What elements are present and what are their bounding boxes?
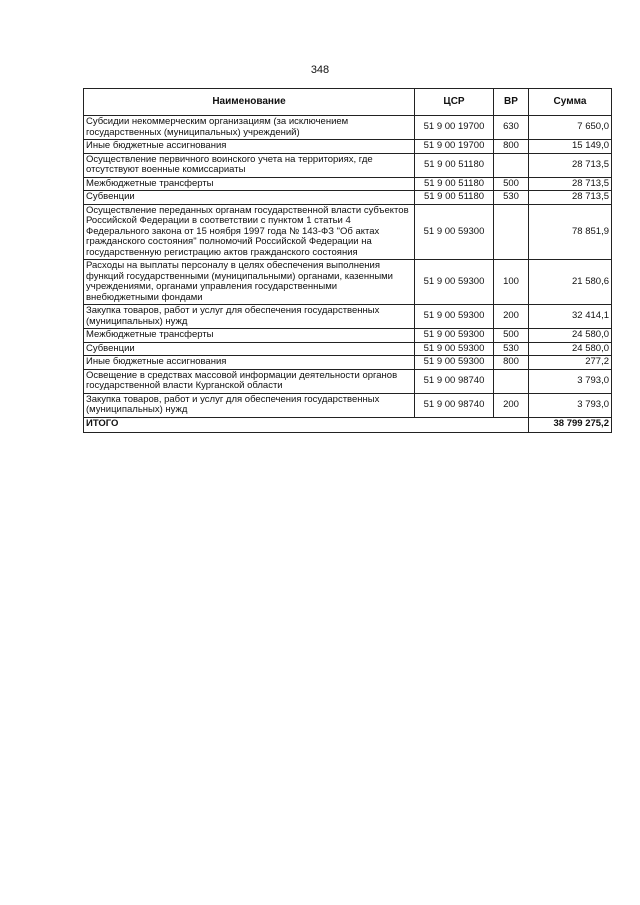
cell-csr: 51 9 00 51180 xyxy=(415,177,494,191)
cell-vr: 800 xyxy=(494,140,529,154)
cell-name: Закупка товаров, работ и услуг для обеспечения государственных (муниципальных) нужд xyxy=(84,305,415,329)
header-vr: ВР xyxy=(494,89,529,116)
cell-sum: 21 580,6 xyxy=(529,260,612,305)
table-row xyxy=(84,329,612,343)
cell-sum: 28 713,5 xyxy=(529,153,612,177)
page-number: 348 xyxy=(310,64,330,76)
cell-vr: 200 xyxy=(494,305,529,329)
cell-sum: 277,2 xyxy=(529,356,612,370)
table-row xyxy=(84,116,612,140)
cell-csr: 51 9 00 59300 xyxy=(415,260,494,305)
table-row xyxy=(84,260,612,305)
cell-vr: 530 xyxy=(494,342,529,356)
cell-sum: 32 414,1 xyxy=(529,305,612,329)
cell-name: Субвенции xyxy=(84,342,415,356)
table-row xyxy=(84,140,612,154)
cell-sum: 3 793,0 xyxy=(529,393,612,417)
cell-vr xyxy=(494,204,529,260)
cell-sum: 24 580,0 xyxy=(529,329,612,343)
table-row xyxy=(84,305,612,329)
cell-name: Расходы на выплаты персоналу в целях обеспечения выполнения функций государственными (муниципальными) органами, казенными учреждениями, органами управления государственными внебюджетными фондами xyxy=(84,260,415,305)
table-row xyxy=(84,153,612,177)
cell-name: Иные бюджетные ассигнования xyxy=(84,356,415,370)
table-row xyxy=(84,191,612,205)
table-row xyxy=(84,342,612,356)
cell-sum: 78 851,9 xyxy=(529,204,612,260)
cell-csr: 51 9 00 51180 xyxy=(415,153,494,177)
cell-vr xyxy=(494,153,529,177)
cell-vr: 530 xyxy=(494,191,529,205)
total-row xyxy=(84,417,612,432)
cell-csr: 51 9 00 51180 xyxy=(415,191,494,205)
cell-name: Субсидии некоммерческим организациям (за исключением государственных (муниципальных) учреждений) xyxy=(84,116,415,140)
cell-vr: 100 xyxy=(494,260,529,305)
cell-sum: 24 580,0 xyxy=(529,342,612,356)
cell-vr: 630 xyxy=(494,116,529,140)
cell-sum: 7 650,0 xyxy=(529,116,612,140)
total-blank-csr xyxy=(415,417,494,432)
cell-vr: 500 xyxy=(494,177,529,191)
cell-name: Закупка товаров, работ и услуг для обеспечения государственных (муниципальных) нужд xyxy=(84,393,415,417)
cell-csr: 51 9 00 59300 xyxy=(415,329,494,343)
cell-vr: 200 xyxy=(494,393,529,417)
cell-csr: 51 9 00 59300 xyxy=(415,204,494,260)
cell-csr: 51 9 00 59300 xyxy=(415,356,494,370)
cell-name: Осуществление первичного воинского учета на территориях, где отсутствуют военные комиссариаты xyxy=(84,153,415,177)
cell-csr: 51 9 00 98740 xyxy=(415,393,494,417)
cell-name: Межбюджетные трансферты xyxy=(84,177,415,191)
cell-name: Иные бюджетные ассигнования xyxy=(84,140,415,154)
table-row xyxy=(84,369,612,393)
total-blank-vr xyxy=(494,417,529,432)
cell-sum: 3 793,0 xyxy=(529,369,612,393)
header-sum: Сумма xyxy=(529,89,612,116)
table-row xyxy=(84,204,612,260)
cell-csr: 51 9 00 98740 xyxy=(415,369,494,393)
cell-vr xyxy=(494,369,529,393)
budget-table xyxy=(83,88,612,433)
header-csr: ЦСР xyxy=(415,89,494,116)
cell-vr: 800 xyxy=(494,356,529,370)
table-row xyxy=(84,177,612,191)
total-label: ИТОГО xyxy=(84,417,415,432)
total-sum: 38 799 275,2 xyxy=(529,417,612,432)
cell-sum: 28 713,5 xyxy=(529,191,612,205)
cell-sum: 28 713,5 xyxy=(529,177,612,191)
table-row xyxy=(84,393,612,417)
table-header-row xyxy=(84,89,612,116)
cell-sum: 15 149,0 xyxy=(529,140,612,154)
cell-csr: 51 9 00 59300 xyxy=(415,342,494,356)
cell-csr: 51 9 00 59300 xyxy=(415,305,494,329)
cell-name: Осуществление переданных органам государственной власти субъектов Российской Федерации в соответствии с пунктом 1 статьи 4 Федерального закона от 15 ноября 1997 года № 143-ФЗ "Об актах гражданского состояния" полномочий Российской Федерации на государственную регистрацию актов гражданского состояния xyxy=(84,204,415,260)
cell-name: Межбюджетные трансферты xyxy=(84,329,415,343)
cell-csr: 51 9 00 19700 xyxy=(415,140,494,154)
table-body xyxy=(84,116,612,418)
cell-name: Освещение в средствах массовой информации деятельности органов государственной власти Курганской области xyxy=(84,369,415,393)
cell-csr: 51 9 00 19700 xyxy=(415,116,494,140)
table-row xyxy=(84,356,612,370)
cell-vr: 500 xyxy=(494,329,529,343)
header-name: Наименование xyxy=(84,89,415,116)
cell-name: Субвенции xyxy=(84,191,415,205)
